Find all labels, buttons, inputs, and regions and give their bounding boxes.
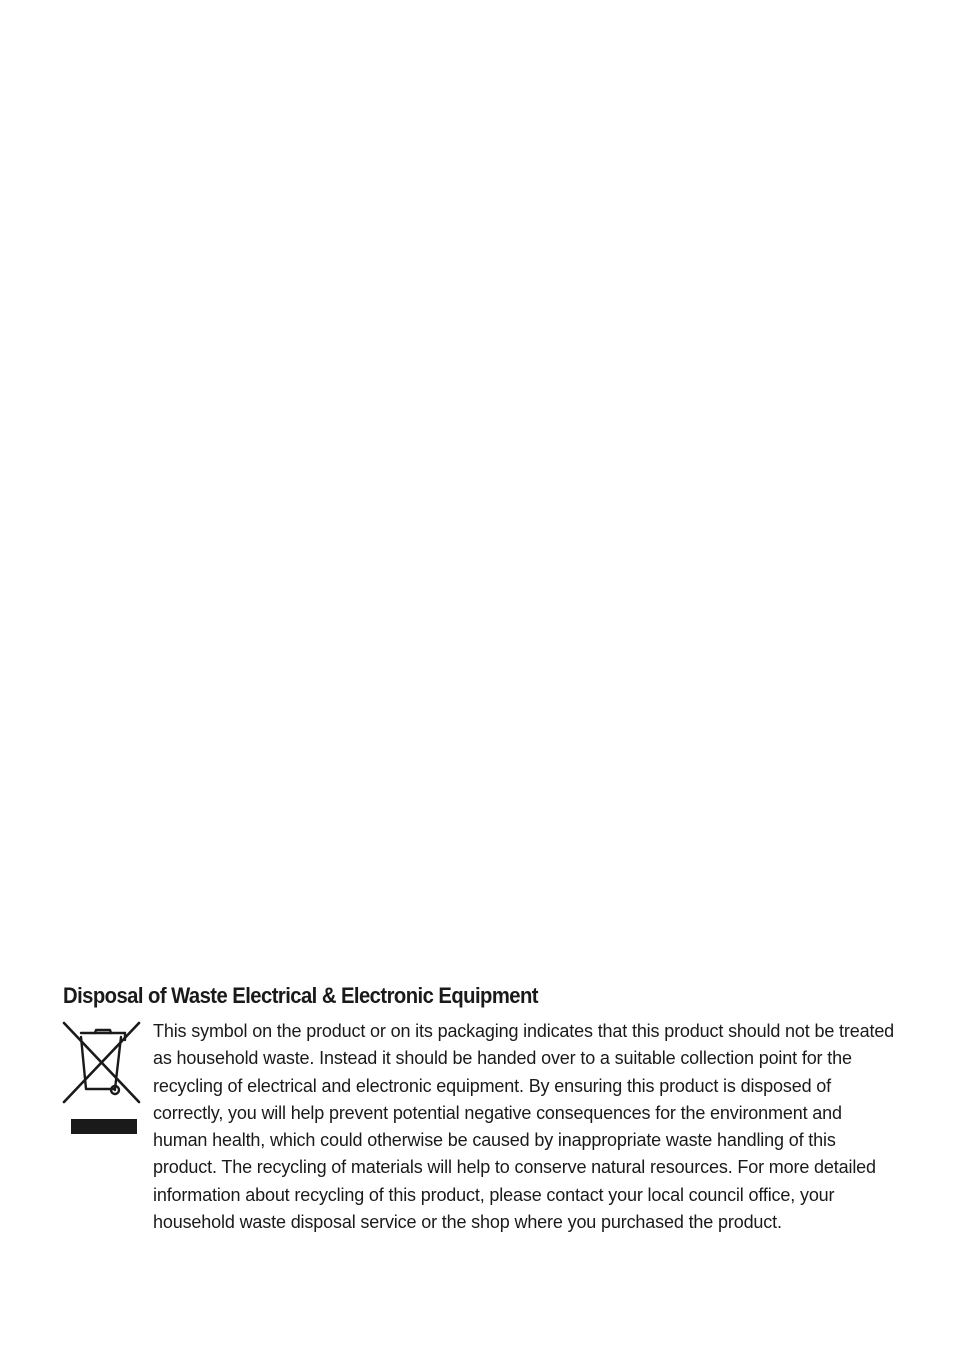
weee-content xyxy=(63,1018,903,1236)
crossed-out-wheelie-bin-icon xyxy=(59,1018,141,1134)
disposal-paragraph: This symbol on the product or on its packaging indicates that this product should not be treated as household waste. Instead it should be handed over to a suitable collection point for the recycling of electrical and electronic equipment. By ensuring this product is disposed of correctly, you will help prevent potential negative consequences for the environment and human health, which could otherwise be caused by inappropriate waste handling of this product. The recycling of materials will help to conserve natural resources. For more detailed information about recycling of this product, please contact your local council office, your household waste disposal service or the shop where you purchased the product. xyxy=(153,1021,895,1233)
section-heading: Disposal of Waste Electrical & Electronic Equipment xyxy=(63,983,538,1008)
weee-disposal-section xyxy=(63,980,903,1254)
